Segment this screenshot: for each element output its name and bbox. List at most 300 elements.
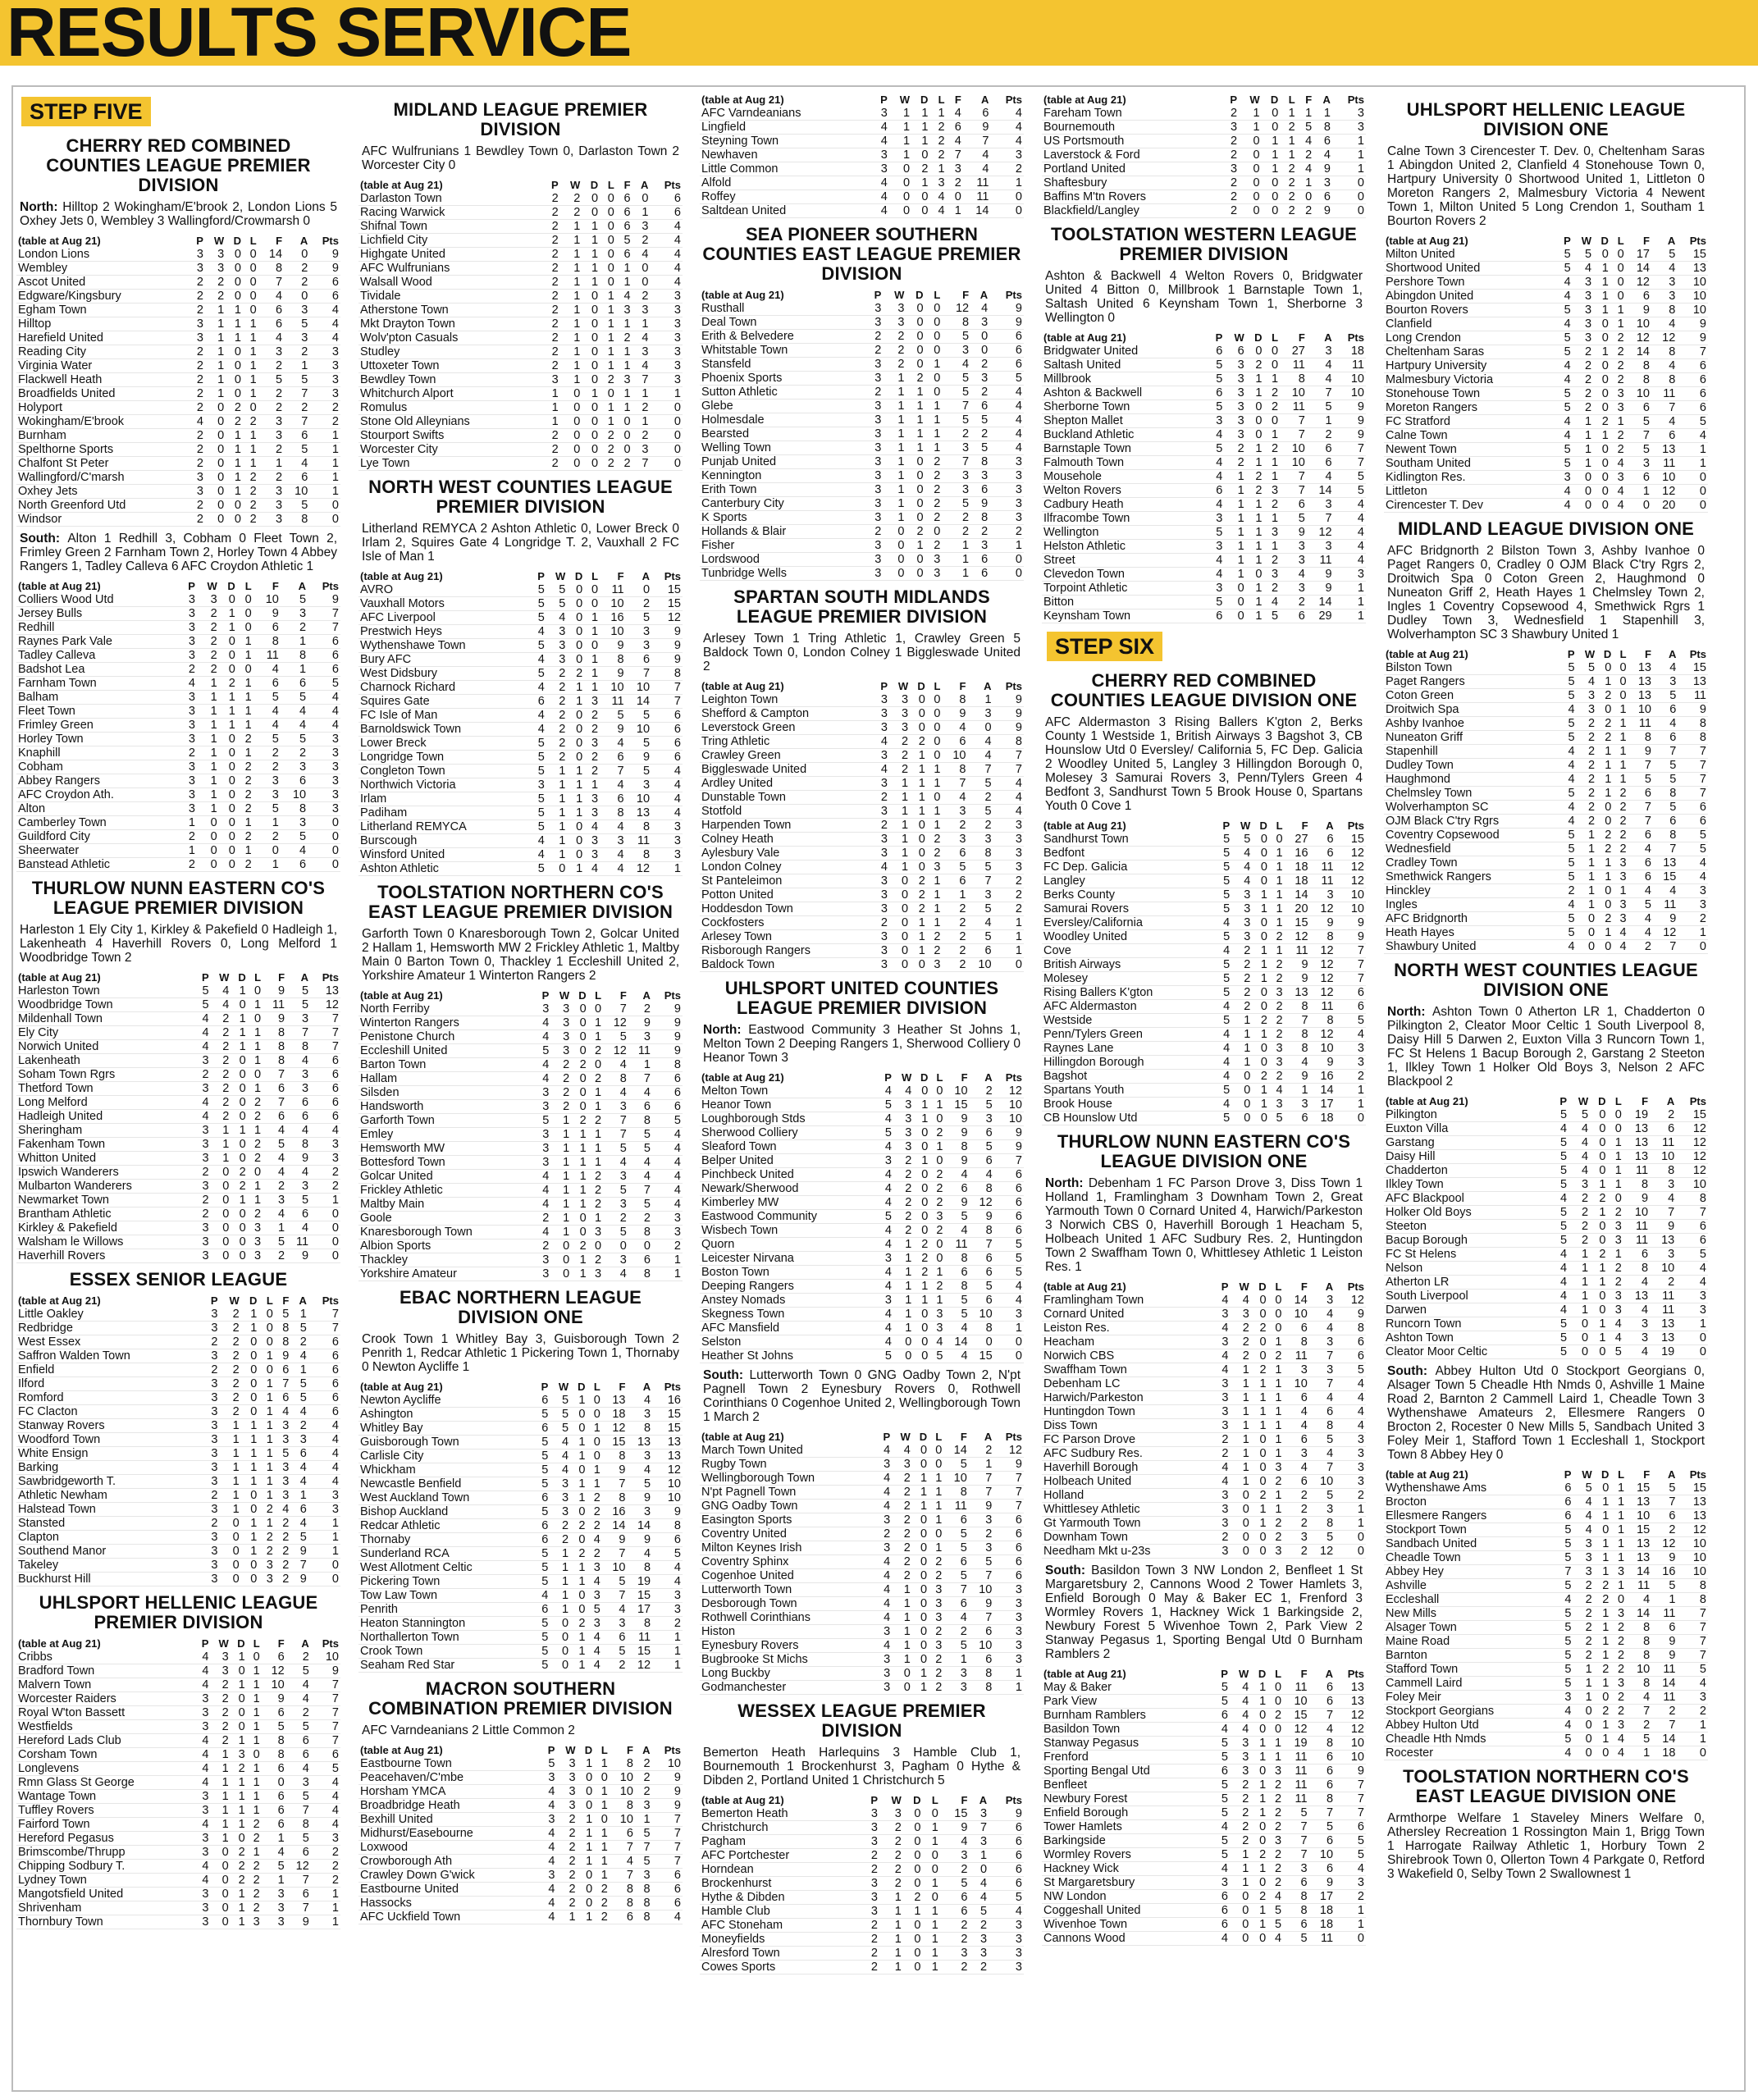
stat-cell: 4 <box>1556 415 1573 429</box>
table-row <box>358 1799 683 1813</box>
table-row <box>700 1961 1024 1974</box>
table-row <box>1384 842 1708 856</box>
stat-cell: 5 <box>1216 874 1232 888</box>
stat-cell: 2 <box>1230 1322 1250 1335</box>
table-row <box>358 1100 683 1114</box>
stat-cell: 0 <box>241 1363 259 1377</box>
stat-cell: 7 <box>1650 1206 1676 1220</box>
stat-cell: 4 <box>308 1433 340 1447</box>
stat-cell: 3 <box>627 1449 652 1463</box>
stat-cell: 2 <box>543 192 560 206</box>
stat-cell: 3 <box>195 1804 211 1818</box>
stat-cell: 6 <box>993 1541 1024 1555</box>
stat-cell: 16 <box>1651 1565 1677 1579</box>
stat-cell: 4 <box>872 176 889 190</box>
stat-cell: 4 <box>258 331 284 345</box>
stat-cell: 1 <box>248 1082 263 1096</box>
team-name: Arlesey Town <box>700 930 873 944</box>
table-row <box>700 1182 1024 1196</box>
stat-cell: 0 <box>1251 1349 1268 1363</box>
stat-cell: 3 <box>1335 1461 1366 1475</box>
stat-cell: 1 <box>247 1762 262 1776</box>
stat-cell: 0 <box>1335 1932 1366 1946</box>
team-name: Atherstone Town <box>358 304 543 317</box>
stat-cell: 3 <box>550 1030 571 1044</box>
stat-cell: 3 <box>286 1068 310 1082</box>
stat-cell: 1 <box>247 1678 262 1692</box>
table-row <box>358 1897 683 1911</box>
stat-cell: 2 <box>588 1170 603 1184</box>
stat-cell: 7 <box>308 1308 340 1322</box>
stat-cell: 3 <box>893 1140 913 1154</box>
stat-cell: 15 <box>1283 1709 1308 1723</box>
stat-cell: 1 <box>1594 1565 1611 1579</box>
stat-cell: 3 <box>865 483 884 497</box>
stat-cell: 4 <box>1552 1276 1569 1290</box>
stat-cell: 0 <box>1593 373 1610 387</box>
stat-cell: 9 <box>1307 568 1334 582</box>
team-name: Keynsham Town <box>1042 609 1208 623</box>
stat-cell: 1 <box>927 777 943 791</box>
stat-cell: 9 <box>944 1126 969 1140</box>
stat-cell: 2 <box>1297 148 1313 162</box>
stat-cell: 1 <box>1252 1098 1269 1112</box>
column-header: W <box>891 1794 902 1806</box>
stat-cell: 2 <box>231 1166 247 1180</box>
team-name: Little Oakley <box>16 1308 203 1322</box>
team-name: Gt Yarmouth Town <box>1042 1517 1214 1531</box>
table-row <box>358 1016 683 1030</box>
stat-cell: 1 <box>594 1785 610 1799</box>
stat-cell: 1 <box>1251 1517 1268 1531</box>
team-name: Hassocks <box>358 1897 541 1911</box>
stat-cell: 0 <box>231 998 247 1012</box>
results-scores: Crook Town 1 Whitley Bay 3, Guisborough Town 2 Penrith 1, Redcar Athletic 1 Pickering Town 1, Thornaby 0 Newton Aycliffe 1 <box>362 1332 679 1374</box>
team-name: Midhurst/Easebourne <box>358 1827 541 1841</box>
table-row <box>16 1335 340 1349</box>
table-row <box>700 1807 1024 1821</box>
table-row <box>1384 317 1708 331</box>
league-heading: THURLOW NUNN EASTERN CO'S LEAGUE PREMIER DIVISION <box>31 878 326 918</box>
stat-cell: 5 <box>1552 1220 1569 1234</box>
stat-cell: 0 <box>913 1224 929 1238</box>
stat-cell: 0 <box>1251 1447 1268 1461</box>
table-row <box>358 1184 683 1198</box>
team-name: Bourton Rovers <box>1384 304 1556 317</box>
stat-cell: 3 <box>876 1625 892 1639</box>
stat-cell: 4 <box>286 1221 310 1235</box>
stat-cell: 1 <box>1569 1276 1590 1290</box>
stat-cell: 0 <box>205 485 226 499</box>
stat-cell: 0 <box>1593 485 1610 499</box>
stat-cell: 1 <box>1246 456 1264 470</box>
stat-cell: 0 <box>912 1583 929 1597</box>
stat-cell: 4 <box>253 705 281 719</box>
stat-cell: 1 <box>1252 1084 1269 1098</box>
stat-cell: 3 <box>180 621 197 635</box>
column-header: D <box>920 1071 929 1084</box>
stat-cell: 1 <box>1246 540 1264 554</box>
team-name: Winterton Rangers <box>358 1016 535 1030</box>
stat-cell: 6 <box>651 709 683 723</box>
stat-cell: 5 <box>284 443 309 457</box>
stat-cell: 4 <box>627 1547 652 1561</box>
stat-cell: 1 <box>1246 526 1264 540</box>
stat-cell: 0 <box>587 1449 601 1463</box>
stat-cell: 0 <box>226 262 243 276</box>
stat-cell: 3 <box>940 1947 970 1961</box>
stat-cell: 10 <box>1283 1695 1308 1709</box>
stat-cell: 0 <box>913 1196 929 1210</box>
team-name: Erith Town <box>700 483 865 497</box>
stat-cell: 6 <box>1653 815 1678 829</box>
table-row <box>700 1611 1024 1625</box>
stat-cell: 1 <box>570 1631 587 1645</box>
team-name: Diss Town <box>1042 1419 1214 1433</box>
stat-cell: 1 <box>248 1054 263 1068</box>
team-name: Walsham le Willows <box>16 1235 194 1249</box>
stat-cell: 1 <box>1269 944 1285 958</box>
table-row <box>358 653 683 667</box>
stat-cell: 0 <box>197 830 219 844</box>
stat-cell: 2 <box>1263 386 1280 400</box>
stat-cell: 0 <box>1239 204 1262 218</box>
stat-cell: 5 <box>1213 1681 1230 1695</box>
table-row <box>16 345 340 359</box>
stat-cell: 6 <box>610 1911 635 1924</box>
stat-cell: 2 <box>1268 1349 1284 1363</box>
table-row <box>16 760 340 774</box>
stat-cell: 3 <box>970 539 989 553</box>
stat-cell: 3 <box>876 1513 892 1527</box>
stat-cell: 0 <box>906 316 925 330</box>
stat-cell: 4 <box>1573 1509 1593 1523</box>
team-name: West Essex <box>16 1335 203 1349</box>
stat-cell: 11 <box>286 1235 310 1249</box>
team-name: Goole <box>358 1212 535 1226</box>
team-name: Steyning Town <box>700 135 872 148</box>
results-text <box>362 522 679 564</box>
stat-cell: 0 <box>1231 1070 1252 1084</box>
stat-cell: 4 <box>1216 916 1232 930</box>
stat-cell: 2 <box>546 751 567 765</box>
stat-cell: 0 <box>1590 1234 1607 1248</box>
table-row <box>1384 1537 1708 1551</box>
stat-cell: 14 <box>1283 1294 1308 1308</box>
stat-cell: 6 <box>1310 833 1336 847</box>
team-name: Hollands & Blair <box>700 525 865 539</box>
stat-cell: 1 <box>1594 1649 1611 1663</box>
stat-cell: 7 <box>600 765 625 778</box>
stat-cell: 3 <box>1214 1405 1231 1419</box>
stat-cell: 6 <box>1307 456 1334 470</box>
stat-cell: 2 <box>543 262 560 276</box>
stat-cell: 0 <box>929 1238 944 1252</box>
stat-cell: 9 <box>600 639 625 653</box>
stat-cell: 1 <box>925 441 943 455</box>
table-row <box>16 1692 340 1706</box>
team-name: London Colney <box>700 861 873 874</box>
stat-cell: 7 <box>275 1377 290 1391</box>
stat-cell: 0 <box>1332 176 1366 190</box>
stat-cell: 0 <box>903 1947 923 1961</box>
stat-cell: 0 <box>241 1391 259 1405</box>
stat-cell: 10 <box>1677 1537 1708 1551</box>
stat-cell: 7 <box>1336 958 1366 972</box>
stat-cell: 3 <box>194 1054 210 1068</box>
column-header: P <box>1215 331 1223 344</box>
stat-cell: 7 <box>610 1841 635 1855</box>
stat-cell: 4 <box>530 681 546 695</box>
stat-cell: 1 <box>913 1154 929 1168</box>
stat-cell: 12 <box>1307 526 1334 540</box>
stat-cell: 2 <box>258 401 284 415</box>
team-name: Long Melford <box>16 1096 194 1110</box>
stat-cell: 1 <box>1677 457 1708 471</box>
stat-cell: 6 <box>989 344 1024 358</box>
stat-cell: 1 <box>231 1888 247 1901</box>
stat-cell: 1 <box>210 1804 230 1818</box>
table-row <box>700 763 1024 777</box>
table-row <box>358 429 683 443</box>
table-row <box>1042 512 1366 526</box>
table-row <box>358 1575 683 1589</box>
stat-cell: 1 <box>205 345 226 359</box>
stat-cell: 4 <box>878 1084 893 1098</box>
stat-cell: 0 <box>1268 1294 1284 1308</box>
team-name: Eastwood Community <box>700 1210 878 1224</box>
stat-cell: 11 <box>1334 358 1366 372</box>
stat-cell: 2 <box>1283 1503 1308 1517</box>
team-name: Ashington <box>358 1408 534 1422</box>
stat-cell: 1 <box>567 792 584 806</box>
table-row <box>1384 373 1708 387</box>
table-row <box>700 148 1024 162</box>
stat-cell: 4 <box>1334 512 1366 526</box>
stat-cell: 2 <box>1263 400 1280 414</box>
team-name: Frenford <box>1042 1751 1213 1764</box>
stat-cell: 1 <box>616 317 632 331</box>
stat-cell: 10 <box>967 958 993 972</box>
stat-cell: 2 <box>929 135 946 148</box>
stat-cell: 3 <box>308 733 340 746</box>
table-row <box>358 401 683 415</box>
team-name: AVRO <box>358 583 530 597</box>
stat-cell: 5 <box>1309 1820 1335 1834</box>
stat-cell: 0 <box>231 1096 247 1110</box>
stat-cell: 3 <box>1283 1862 1308 1876</box>
stat-cell: 2 <box>1269 972 1285 986</box>
stat-cell: 2 <box>1613 815 1628 829</box>
stat-cell: 2 <box>263 1249 286 1263</box>
stat-cell: 0 <box>906 469 925 483</box>
team-name: Banstead Athletic <box>16 858 180 872</box>
stat-cell: 1 <box>582 262 600 276</box>
stat-cell: 6 <box>1628 856 1653 870</box>
column-header: A <box>642 1744 651 1756</box>
stat-cell: 15 <box>652 1408 683 1422</box>
column-header: L <box>931 1794 938 1806</box>
stat-cell: 4 <box>993 777 1024 791</box>
stat-cell: 2 <box>284 262 309 276</box>
stat-cell: 1 <box>588 1212 603 1226</box>
stat-cell: 1 <box>308 1517 340 1531</box>
stat-cell: 3 <box>189 248 205 262</box>
stat-cell: 12 <box>942 302 970 316</box>
stat-cell: 6 <box>290 1503 308 1517</box>
stat-cell: 16 <box>600 611 625 625</box>
stat-cell: 3 <box>195 1915 211 1929</box>
stat-cell: 1 <box>1230 1377 1250 1391</box>
stat-cell: 3 <box>253 774 281 788</box>
stat-cell: 4 <box>1628 884 1653 898</box>
team-name: Alsager Town <box>1384 1621 1557 1635</box>
stat-cell: 5 <box>603 1184 628 1198</box>
stat-cell: 0 <box>889 930 910 944</box>
stat-cell: 2 <box>543 248 560 262</box>
table-row <box>700 916 1024 930</box>
column-header: P <box>541 989 550 1002</box>
stat-cell: 11 <box>1283 1681 1308 1695</box>
stat-cell: 1 <box>584 681 600 695</box>
team-name: Redbridge <box>16 1322 203 1335</box>
team-name: N'pt Pagnell Town <box>700 1486 876 1500</box>
stat-cell: 5 <box>534 1575 550 1589</box>
stat-cell: 0 <box>889 162 911 176</box>
stat-cell: 4 <box>211 984 231 998</box>
stat-cell: 27 <box>1285 833 1310 847</box>
stat-cell: 2 <box>284 401 309 415</box>
stat-cell: 1 <box>210 1818 230 1832</box>
stat-cell: 4 <box>1214 1461 1231 1475</box>
stat-cell: 1 <box>258 1433 274 1447</box>
stat-cell: 11 <box>1307 554 1334 568</box>
stat-cell: 3 <box>281 816 308 830</box>
stat-cell: 9 <box>652 1044 683 1058</box>
stat-cell: 9 <box>1335 1764 1366 1778</box>
stat-cell: 1 <box>993 930 1024 944</box>
table-row <box>1042 1820 1366 1834</box>
table-row <box>1384 884 1708 898</box>
stat-cell: 1 <box>247 1790 262 1804</box>
stat-cell: 3 <box>535 1002 550 1016</box>
results-text <box>703 1746 1021 1787</box>
stat-cell: 4 <box>1573 1495 1593 1509</box>
stat-cell: 2 <box>550 1072 571 1086</box>
stat-cell: 2 <box>1569 1206 1590 1220</box>
stat-cell: 9 <box>262 1692 286 1706</box>
stat-cell: 9 <box>253 607 281 621</box>
column-header: A <box>981 94 989 106</box>
team-name: Coggeshall United <box>1042 1904 1213 1918</box>
league-table <box>700 1794 1024 1974</box>
team-name: Lower Breck <box>358 737 530 751</box>
stat-cell: 4 <box>1208 554 1225 568</box>
team-name: Street <box>1042 554 1208 568</box>
stat-cell: 1 <box>587 1477 601 1491</box>
table-row <box>16 471 340 485</box>
stat-cell: 4 <box>308 1419 340 1433</box>
stat-cell: 0 <box>922 1807 939 1821</box>
table-row <box>700 1555 1024 1569</box>
stat-cell: 1 <box>1262 148 1281 162</box>
stat-cell: 1 <box>616 387 632 401</box>
stat-cell: 3 <box>203 1503 219 1517</box>
stat-cell: 5 <box>1552 1331 1569 1345</box>
team-name: Ely City <box>16 1026 194 1040</box>
stat-cell: 5 <box>286 998 310 1012</box>
stat-cell: 4 <box>603 1086 628 1100</box>
stat-cell: 4 <box>1309 1391 1335 1405</box>
stat-cell: 6 <box>308 635 340 649</box>
stat-cell: 3 <box>203 1377 219 1391</box>
stat-cell: 0 <box>308 1573 340 1586</box>
stat-cell: 3 <box>1214 1391 1231 1405</box>
stat-cell: 5 <box>1560 829 1576 842</box>
stat-cell: 2 <box>1267 1709 1283 1723</box>
stat-cell: 1 <box>1596 926 1613 940</box>
stat-cell: 6 <box>286 1846 311 1860</box>
column-header: Pts <box>1347 819 1364 832</box>
stat-cell: 10 <box>1335 1737 1366 1751</box>
stat-cell: 4 <box>1552 1122 1569 1136</box>
stat-cell: 5 <box>635 1855 652 1869</box>
stat-cell: 3 <box>1208 540 1225 554</box>
stat-cell: 4 <box>1556 290 1573 304</box>
stat-cell: 2 <box>879 1849 903 1863</box>
table-row <box>16 331 340 345</box>
stat-cell: 6 <box>1651 1621 1677 1635</box>
column-header: D <box>1258 1668 1267 1680</box>
stat-cell: 3 <box>993 1611 1024 1625</box>
stat-cell: 8 <box>286 1818 311 1832</box>
stat-cell: 7 <box>1285 1014 1310 1028</box>
stat-cell: 5 <box>1628 898 1653 912</box>
stat-cell: 1 <box>632 206 651 220</box>
stat-cell: 0 <box>616 443 632 457</box>
stat-cell: 0 <box>578 1883 595 1897</box>
team-name: Northallerton Town <box>358 1631 534 1645</box>
stat-cell: 1 <box>929 1266 944 1280</box>
stat-cell: 6 <box>286 1208 310 1221</box>
stat-cell: 0 <box>1250 1764 1267 1778</box>
team-name: Sunderland RCA <box>358 1547 534 1561</box>
stat-cell: 0 <box>310 1235 340 1249</box>
stat-cell: 3 <box>1269 986 1285 1000</box>
stat-cell: 2 <box>970 427 989 441</box>
stat-cell: 4 <box>275 1503 290 1517</box>
stat-cell: 4 <box>652 1170 683 1184</box>
stat-cell: 2 <box>1230 1820 1250 1834</box>
stat-cell: 3 <box>253 788 281 802</box>
team-name: Rothwell Corinthians <box>700 1611 876 1625</box>
stat-cell: 4 <box>180 677 197 691</box>
stat-cell: 1 <box>922 1961 939 1974</box>
stat-cell: 1 <box>231 1040 247 1054</box>
stat-cell: 1 <box>1593 304 1610 317</box>
stat-cell: 2 <box>1269 930 1285 944</box>
stat-cell: 2 <box>560 192 582 206</box>
stat-cell: 3 <box>535 1086 550 1100</box>
stat-cell: 7 <box>1335 1806 1366 1820</box>
stat-cell: 1 <box>311 1915 340 1929</box>
stat-cell: 0 <box>231 1249 247 1263</box>
stat-cell: 19 <box>627 1575 652 1589</box>
stat-cell: 3 <box>876 1541 892 1555</box>
stat-cell: 5 <box>253 733 281 746</box>
stat-cell: 3 <box>1676 1303 1708 1317</box>
table-row <box>1384 1677 1708 1691</box>
